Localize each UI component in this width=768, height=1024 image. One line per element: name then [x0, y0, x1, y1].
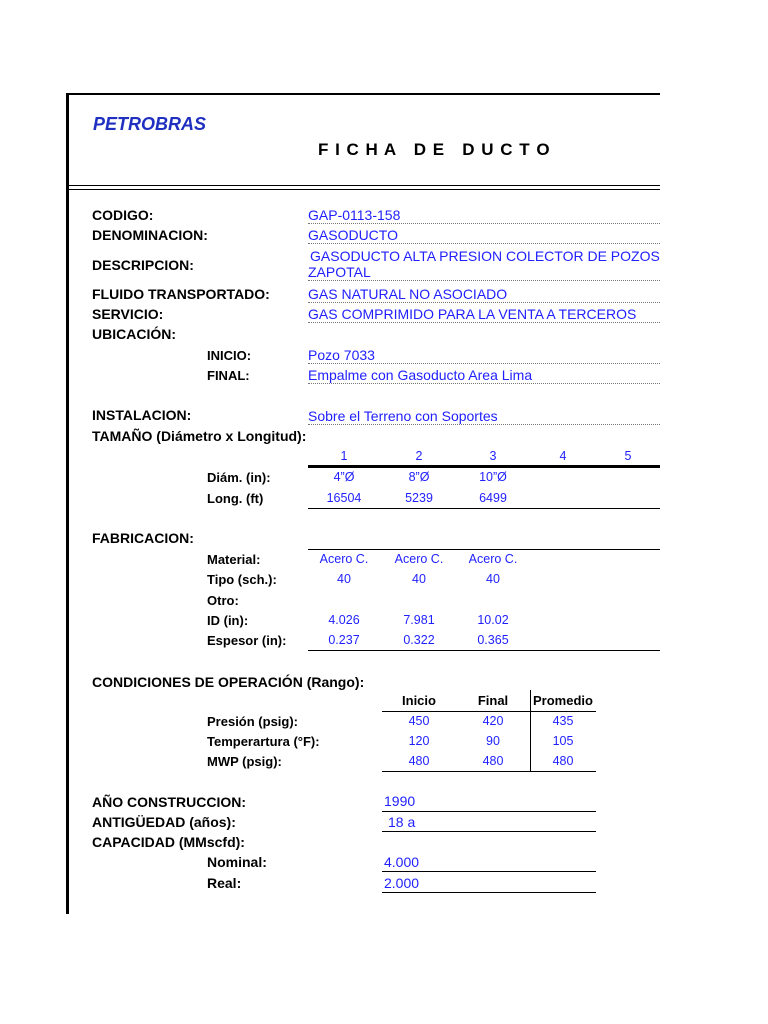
- mwp-label: MWP (psig):: [207, 754, 282, 769]
- servicio-value: GAS COMPRIMIDO PARA LA VENTA A TERCEROS: [308, 306, 660, 323]
- denominacion-label: DENOMINACION:: [92, 227, 208, 243]
- id-label: ID (in):: [207, 613, 249, 628]
- anio-value: 1990: [384, 793, 416, 809]
- long-label: Long. (ft): [207, 491, 264, 506]
- diam-value-2: 8”Ø: [408, 470, 430, 484]
- espesor-value-2: 0.322: [403, 633, 435, 647]
- header-divider-2: [66, 189, 660, 190]
- id-value-2: 7.981: [403, 613, 435, 627]
- long-value-1: 16504: [326, 491, 362, 505]
- inicio-value: Pozo 7033: [308, 347, 660, 364]
- presion-label: Presión (psig):: [207, 714, 299, 729]
- instalacion-value: Sobre el Terreno con Soportes: [308, 408, 660, 425]
- material-value-2: Acero C.: [394, 552, 444, 566]
- tamano-col-2: 2: [415, 449, 423, 463]
- operacion-header-promedio: Promedio: [533, 693, 593, 708]
- operacion-header-final: Final: [477, 693, 509, 708]
- mwp-value-inicio: 480: [408, 754, 430, 768]
- antiguedad-label: ANTIGÜEDAD (años):: [92, 814, 236, 830]
- header-divider-1: [66, 185, 660, 186]
- diam-value-3: 10”Ø: [479, 470, 507, 484]
- operacion-bottom-rule: [382, 771, 596, 772]
- temperatura-label: Temperartura (°F):: [207, 734, 320, 749]
- denominacion-value: GASODUCTO: [308, 227, 660, 244]
- tipo-value-3: 40: [486, 572, 500, 586]
- id-value-3: 10.02: [477, 613, 509, 627]
- codigo-value: GAP-0113-158: [308, 207, 660, 224]
- operacion-header-inicio: Inicio: [402, 693, 436, 708]
- presion-value-promedio: 435: [552, 714, 574, 728]
- espesor-value-1: 0.237: [328, 633, 360, 647]
- top-border: [66, 93, 660, 95]
- nominal-label: Nominal:: [207, 854, 267, 870]
- operacion-label: CONDICIONES DE OPERACIÓN (Rango):: [92, 674, 365, 690]
- antiguedad-rule: [382, 831, 596, 832]
- material-value-3: Acero C.: [468, 552, 518, 566]
- tipo-value-1: 40: [337, 572, 351, 586]
- tamano-label: TAMAÑO (Diámetro x Longitud):: [92, 428, 307, 444]
- fabricacion-top-rule: [308, 549, 660, 550]
- temperatura-value-final: 90: [486, 734, 500, 748]
- tamano-thick-rule: [308, 465, 660, 468]
- material-label: Material:: [207, 552, 261, 567]
- tamano-col-5: 5: [624, 449, 632, 463]
- nominal-rule: [382, 871, 596, 872]
- company-logo-text: PETROBRAS: [93, 114, 207, 134]
- diam-label: Diám. (in):: [207, 470, 271, 485]
- fabricacion-bottom-rule: [308, 650, 660, 651]
- long-value-2: 5239: [405, 491, 433, 505]
- page-title: F I C H A D E D U C T O: [318, 140, 551, 159]
- antiguedad-value: 18 a: [388, 814, 416, 830]
- espesor-value-3: 0.365: [477, 633, 509, 647]
- temperatura-value-inicio: 120: [408, 734, 430, 748]
- tipo-label: Tipo (sch.):: [207, 572, 277, 587]
- descripcion-value-line1: GASODUCTO ALTA PRESION COLECTOR DE POZOS: [310, 248, 660, 264]
- fluido-value: GAS NATURAL NO ASOCIADO: [308, 286, 660, 303]
- long-value-3: 6499: [479, 491, 507, 505]
- descripcion-value-line2: ZAPOTAL: [308, 264, 660, 281]
- operacion-top-rule: [382, 711, 596, 712]
- presion-value-final: 420: [482, 714, 504, 728]
- nominal-value: 4.000: [384, 854, 420, 870]
- fluido-label: FLUIDO TRANSPORTADO:: [92, 286, 270, 302]
- tipo-value-2: 40: [412, 572, 426, 586]
- mwp-value-final: 480: [482, 754, 504, 768]
- anio-label: AÑO CONSTRUCCION:: [92, 794, 246, 810]
- diam-value-1: 4”Ø: [333, 470, 355, 484]
- presion-value-inicio: 450: [408, 714, 430, 728]
- material-value-1: Acero C.: [319, 552, 369, 566]
- capacidad-label: CAPACIDAD (MMscfd):: [92, 834, 245, 850]
- servicio-label: SERVICIO:: [92, 306, 164, 322]
- espesor-label: Espesor (in):: [207, 633, 287, 648]
- real-label: Real:: [207, 875, 242, 891]
- tamano-col-1: 1: [340, 449, 348, 463]
- instalacion-label: INSTALACION:: [92, 407, 192, 423]
- tamano-col-3: 3: [489, 449, 497, 463]
- final-value: Empalme con Gasoducto Area Lima: [308, 367, 660, 384]
- codigo-label: CODIGO:: [92, 207, 154, 223]
- tamano-col-4: 4: [559, 449, 567, 463]
- final-label: FINAL:: [207, 368, 250, 383]
- real-value: 2.000: [384, 875, 420, 891]
- inicio-label: INICIO:: [207, 348, 252, 363]
- mwp-value-promedio: 480: [552, 754, 574, 768]
- tamano-bottom-rule: [308, 508, 660, 509]
- fabricacion-label: FABRICACION:: [92, 530, 194, 546]
- otro-label: Otro:: [207, 593, 239, 608]
- descripcion-label: DESCRIPCION:: [92, 257, 194, 273]
- ubicacion-label: UBICACIÓN:: [92, 326, 176, 342]
- id-value-1: 4.026: [328, 613, 360, 627]
- temperatura-value-promedio: 105: [552, 734, 574, 748]
- anio-rule: [382, 811, 596, 812]
- left-border: [66, 93, 69, 914]
- real-rule: [382, 892, 596, 893]
